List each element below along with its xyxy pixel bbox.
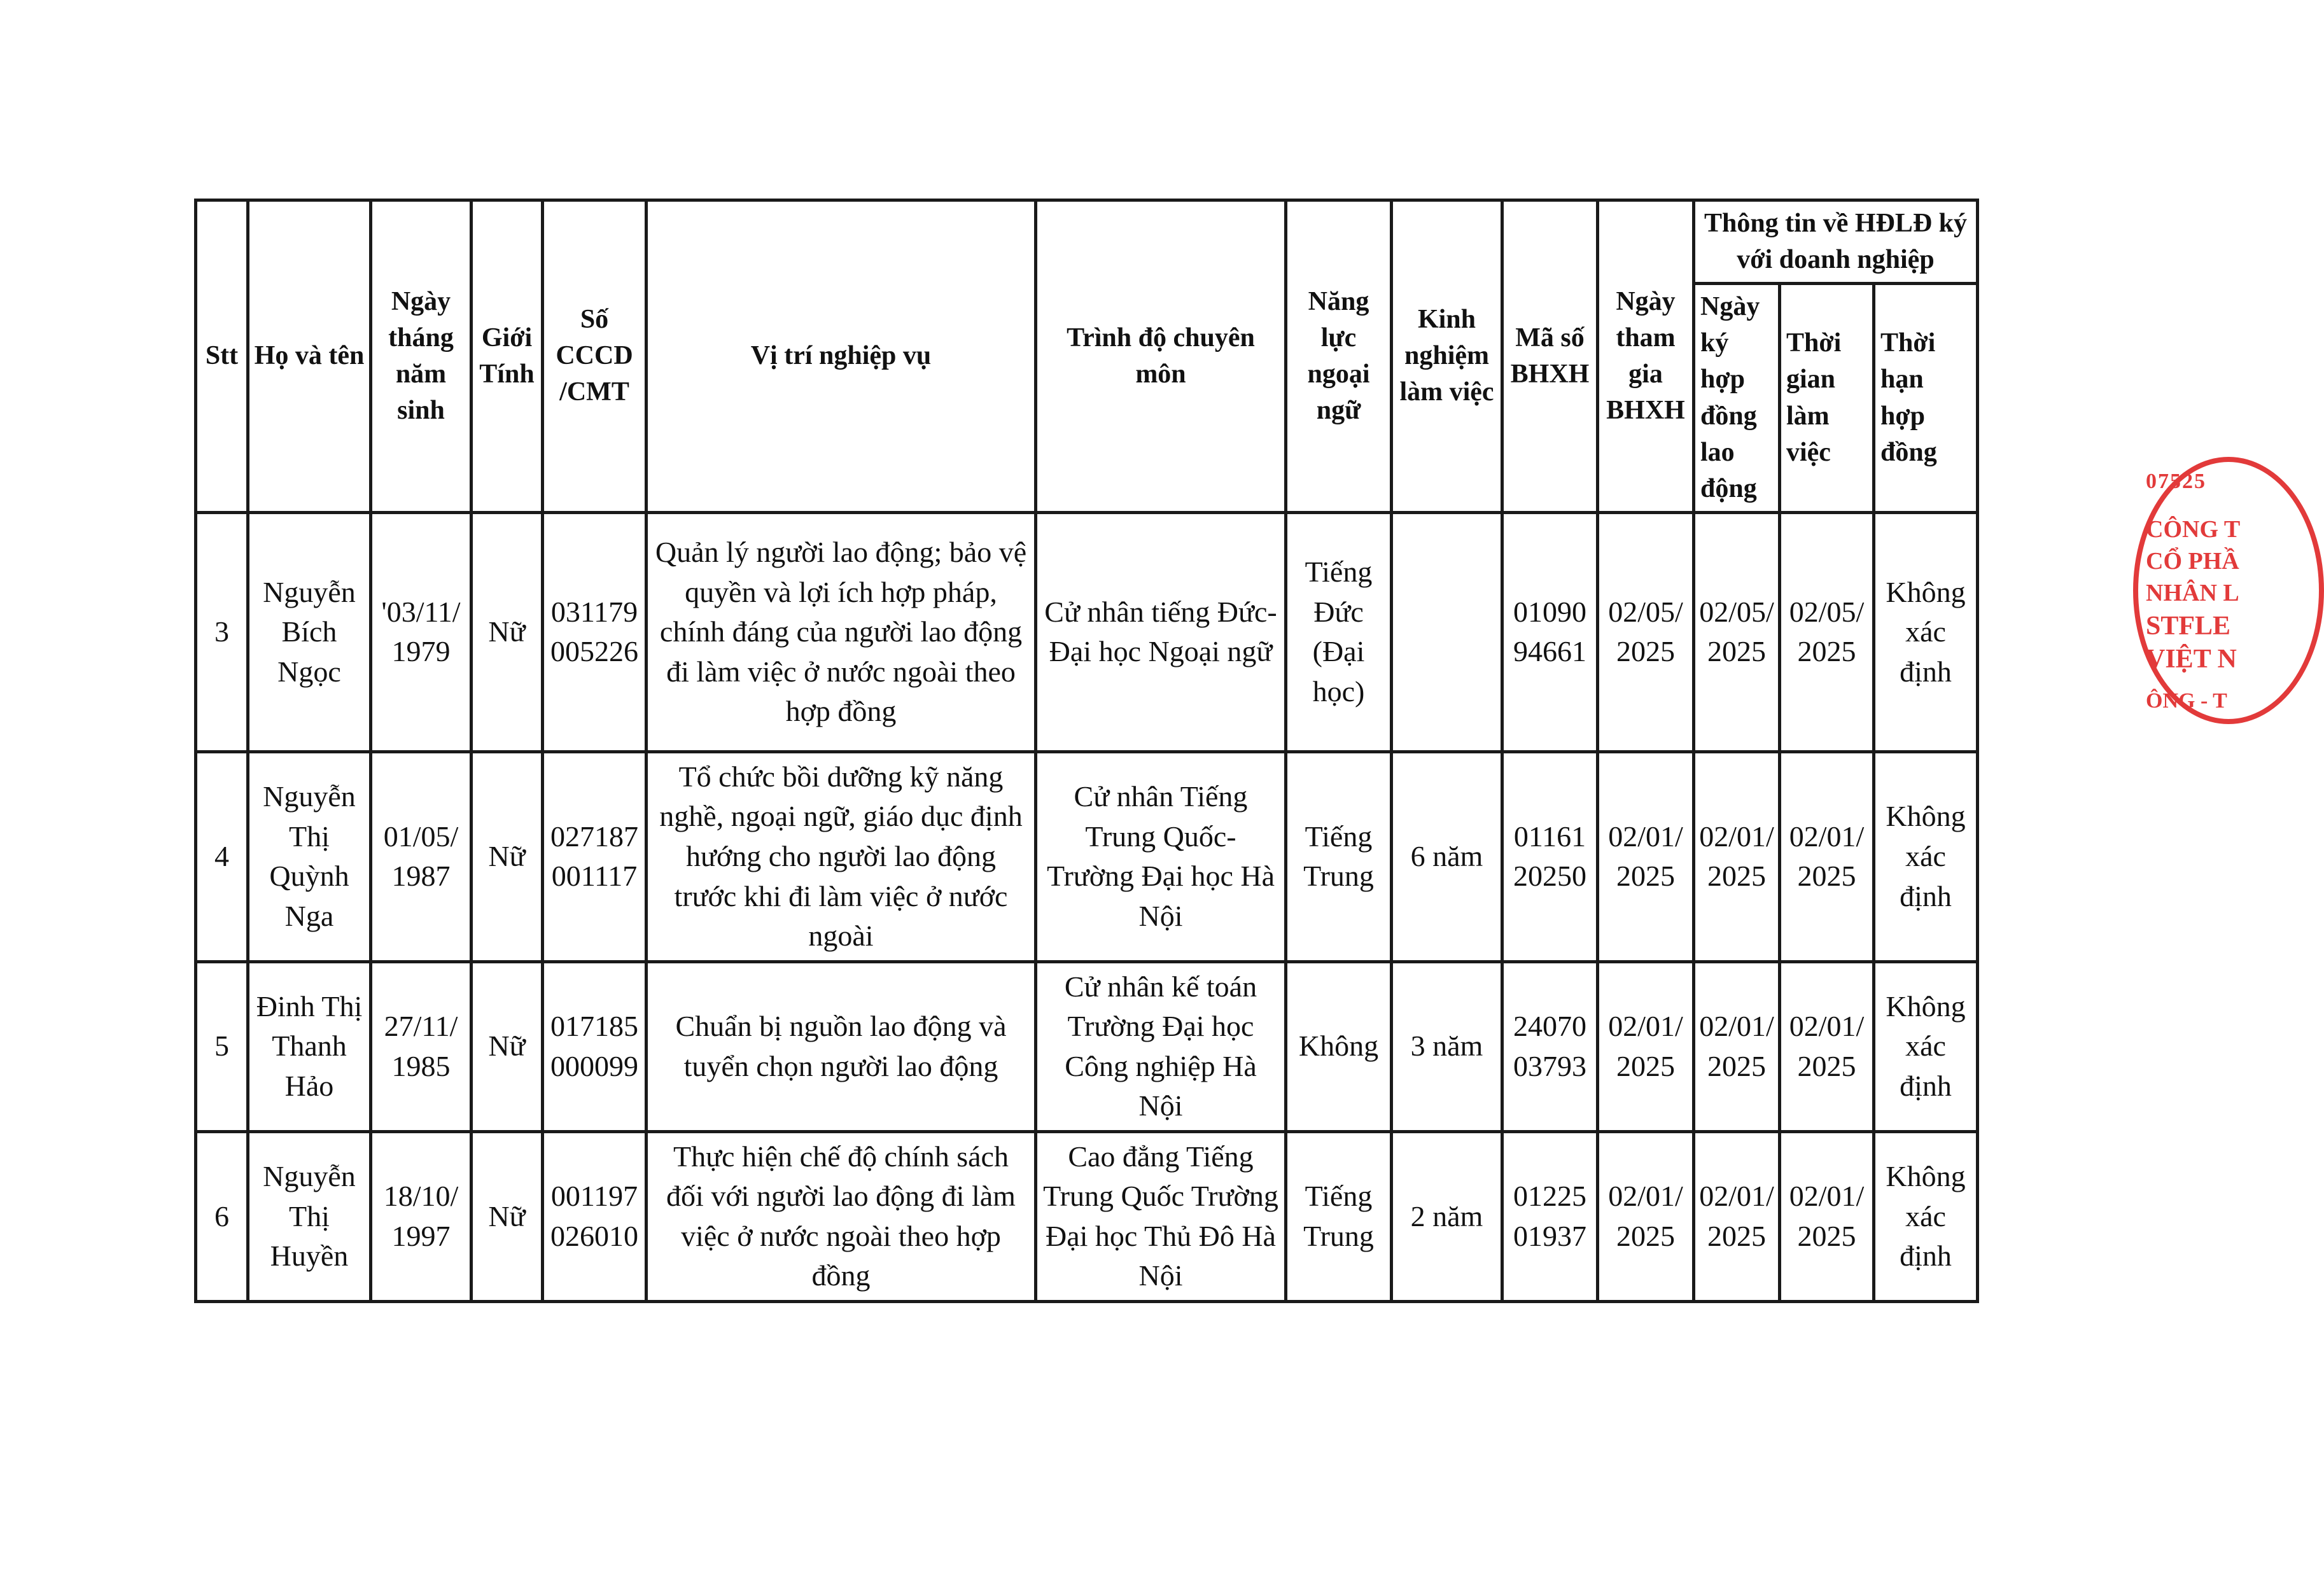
seal-text-line: ÔNG - T bbox=[2146, 689, 2227, 713]
cell-contract-term: Không xác định bbox=[1874, 961, 1978, 1131]
table-row bbox=[196, 961, 1978, 1131]
cell-position: Quản lý người lao động; bảo vệ quyền và lợi ích hợp pháp, chính đáng của người lao động đi làm việc ở nước ngoài theo hợp đồng bbox=[647, 512, 1036, 751]
header-id: Số CCCD /CMT bbox=[543, 200, 647, 513]
cell-gender: Nữ bbox=[472, 751, 543, 961]
header-bhxh-code: Mã số BHXH bbox=[1502, 200, 1598, 513]
cell-bhxh-code: 24070 03793 bbox=[1502, 961, 1598, 1131]
cell-stt: 4 bbox=[196, 751, 248, 961]
cell-language: Tiếng Trung bbox=[1286, 1131, 1392, 1301]
cell-work-time: 02/01/ 2025 bbox=[1780, 1131, 1874, 1301]
cell-experience: 2 năm bbox=[1392, 1131, 1502, 1301]
header-stt: Stt bbox=[196, 200, 248, 513]
cell-id: 001197 026010 bbox=[543, 1131, 647, 1301]
table-row bbox=[196, 512, 1978, 751]
cell-contract-sign-date: 02/01/ 2025 bbox=[1694, 751, 1780, 961]
cell-name: Nguyễn Thị Huyền bbox=[248, 1131, 371, 1301]
staff-table bbox=[194, 199, 1979, 1303]
header-position: Vị trí nghiệp vụ bbox=[647, 200, 1036, 513]
cell-qualification: Cử nhân tiếng Đức- Đại học Ngoại ngữ bbox=[1036, 512, 1286, 751]
cell-contract-term: Không xác định bbox=[1874, 751, 1978, 961]
header-work-time: Thời gian làm việc bbox=[1780, 284, 1874, 513]
company-seal bbox=[2133, 457, 2299, 737]
cell-contract-sign-date: 02/01/ 2025 bbox=[1694, 961, 1780, 1131]
header-bhxh-date: Ngày tham gia BHXH bbox=[1598, 200, 1694, 513]
header-name: Họ và tên bbox=[248, 200, 371, 513]
cell-bhxh-code: 01161 20250 bbox=[1502, 751, 1598, 961]
header-dob: Ngày tháng năm sinh bbox=[371, 200, 472, 513]
cell-dob: '03/11/ 1979 bbox=[371, 512, 472, 751]
table-header bbox=[196, 200, 1978, 513]
cell-language: Không bbox=[1286, 961, 1392, 1131]
cell-contract-sign-date: 02/01/ 2025 bbox=[1694, 1131, 1780, 1301]
cell-contract-term: Không xác định bbox=[1874, 512, 1978, 751]
cell-experience: 3 năm bbox=[1392, 961, 1502, 1131]
cell-dob: 01/05/ 1987 bbox=[371, 751, 472, 961]
seal-text-line: CỔ PHẦ bbox=[2146, 548, 2239, 575]
cell-contract-term: Không xác định bbox=[1874, 1131, 1978, 1301]
cell-work-time: 02/01/ 2025 bbox=[1780, 751, 1874, 961]
cell-contract-sign-date: 02/05/ 2025 bbox=[1694, 512, 1780, 751]
cell-experience: 6 năm bbox=[1392, 751, 1502, 961]
header-language: Năng lực ngoại ngữ bbox=[1286, 200, 1392, 513]
table-row bbox=[196, 1131, 1978, 1301]
cell-stt: 5 bbox=[196, 961, 248, 1131]
cell-stt: 3 bbox=[196, 512, 248, 751]
header-contract-term: Thời hạn hợp đồng bbox=[1874, 284, 1978, 513]
cell-bhxh-date: 02/01/ 2025 bbox=[1598, 751, 1694, 961]
cell-gender: Nữ bbox=[472, 961, 543, 1131]
cell-experience bbox=[1392, 512, 1502, 751]
cell-bhxh-date: 02/01/ 2025 bbox=[1598, 1131, 1694, 1301]
table-row bbox=[196, 751, 1978, 961]
cell-language: Tiếng Trung bbox=[1286, 751, 1392, 961]
seal-code: 07525 bbox=[2146, 470, 2206, 493]
cell-bhxh-code: 01225 01937 bbox=[1502, 1131, 1598, 1301]
cell-name: Nguyễn Bích Ngọc bbox=[248, 512, 371, 751]
cell-bhxh-date: 02/05/ 2025 bbox=[1598, 512, 1694, 751]
cell-stt: 6 bbox=[196, 1131, 248, 1301]
header-contract-sign-date: Ngày ký hợp đồng lao động bbox=[1694, 284, 1780, 513]
cell-gender: Nữ bbox=[472, 1131, 543, 1301]
seal-text-line: CÔNG T bbox=[2146, 516, 2241, 543]
cell-name: Đinh Thị Thanh Hảo bbox=[248, 961, 371, 1131]
header-experience: Kinh nghiệm làm việc bbox=[1392, 200, 1502, 513]
cell-qualification: Cao đẳng Tiếng Trung Quốc Trường Đại học Thủ Đô Hà Nội bbox=[1036, 1131, 1286, 1301]
header-qualification: Trình độ chuyên môn bbox=[1036, 200, 1286, 513]
cell-position: Tổ chức bồi dưỡng kỹ năng nghề, ngoại ngữ, giáo dục định hướng cho người lao động trước khi đi làm việc ở nước ngoài bbox=[647, 751, 1036, 961]
cell-id: 027187 001117 bbox=[543, 751, 647, 961]
cell-name: Nguyễn Thị Quỳnh Nga bbox=[248, 751, 371, 961]
cell-qualification: Cử nhân kế toán Trường Đại học Công nghiệp Hà Nội bbox=[1036, 961, 1286, 1131]
seal-text-line: STFLE bbox=[2146, 611, 2231, 641]
cell-bhxh-code: 01090 94661 bbox=[1502, 512, 1598, 751]
cell-language: Tiếng Đức (Đại học) bbox=[1286, 512, 1392, 751]
table-body bbox=[196, 512, 1978, 1301]
cell-work-time: 02/05/ 2025 bbox=[1780, 512, 1874, 751]
seal-text-line: VIỆT N bbox=[2146, 645, 2237, 674]
cell-id: 031179 005226 bbox=[543, 512, 647, 751]
header-gender: Giới Tính bbox=[472, 200, 543, 513]
seal-text-line: NHÂN L bbox=[2146, 580, 2239, 606]
cell-bhxh-date: 02/01/ 2025 bbox=[1598, 961, 1694, 1131]
cell-position: Thực hiện chế độ chính sách đối với người lao động đi làm việc ở nước ngoài theo hợp đồng bbox=[647, 1131, 1036, 1301]
header-contract-group: Thông tin về HĐLĐ ký với doanh nghiệp bbox=[1694, 200, 1978, 284]
cell-gender: Nữ bbox=[472, 512, 543, 751]
cell-work-time: 02/01/ 2025 bbox=[1780, 961, 1874, 1131]
cell-dob: 18/10/ 1997 bbox=[371, 1131, 472, 1301]
cell-position: Chuẩn bị nguồn lao động và tuyển chọn người lao động bbox=[647, 961, 1036, 1131]
cell-qualification: Cử nhân Tiếng Trung Quốc- Trường Đại học Hà Nội bbox=[1036, 751, 1286, 961]
cell-id: 017185 000099 bbox=[543, 961, 647, 1131]
cell-dob: 27/11/ 1985 bbox=[371, 961, 472, 1131]
